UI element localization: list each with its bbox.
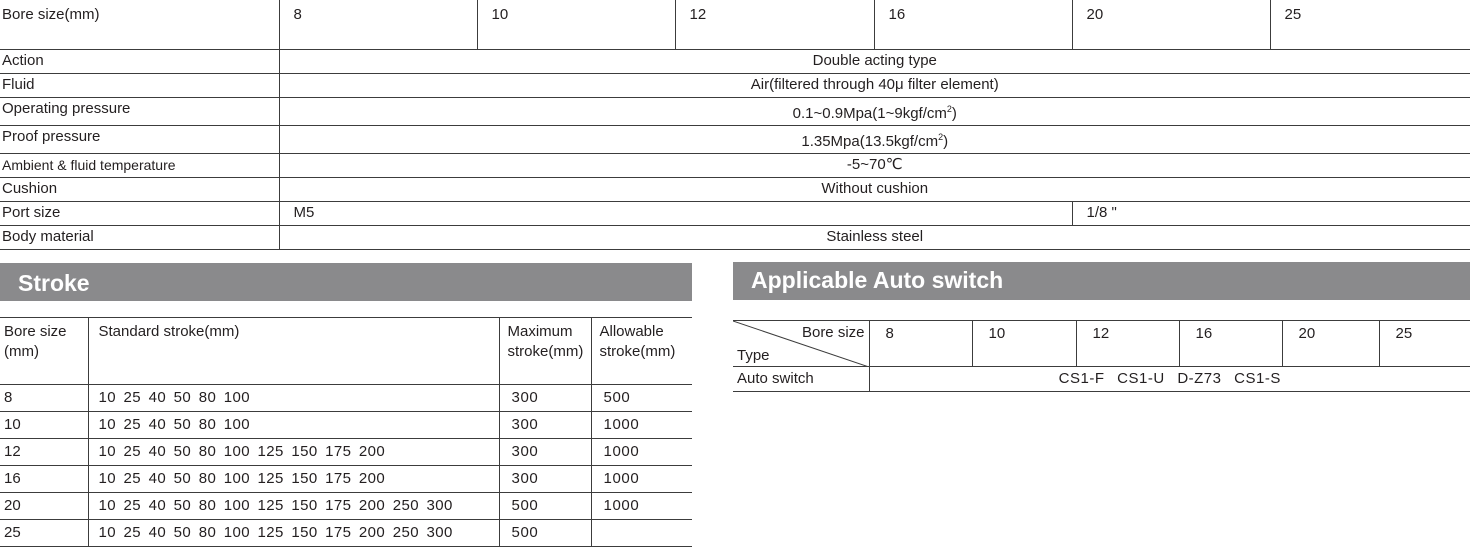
stroke-bore: 12	[0, 439, 88, 466]
specification-table	[0, 0, 1470, 250]
stroke-row	[0, 466, 692, 493]
auto-switch-row	[733, 367, 1470, 392]
spec-row-action	[0, 49, 1470, 73]
stroke-allowable	[591, 520, 692, 547]
action-value: Double acting type	[279, 49, 1470, 73]
proof-pressure-value	[279, 125, 1470, 153]
stroke-standard: 10 25 40 50 80 100 125 150 175 200	[88, 439, 499, 466]
spec-row-temperature	[0, 153, 1470, 177]
switch-bore-25: 25	[1379, 321, 1470, 367]
port-size-large-value: 1/8 "	[1072, 201, 1470, 225]
stroke-bore: 16	[0, 466, 88, 493]
operating-pressure-label: Operating pressure	[0, 97, 279, 125]
spec-row-proof-pressure	[0, 125, 1470, 153]
spec-row-operating-pressure	[0, 97, 1470, 125]
stroke-standard: 10 25 40 50 80 100 125 150 175 200 250 300	[88, 493, 499, 520]
temperature-value: -5~70℃	[279, 153, 1470, 177]
operating-pressure-tail: )	[951, 104, 957, 122]
stroke-bore: 25	[0, 520, 88, 547]
stroke-maximum: 500	[499, 493, 591, 520]
stroke-standard: 10 25 40 50 80 100	[88, 385, 499, 412]
spec-row-fluid	[0, 73, 1470, 97]
diagonal-corner-cell	[733, 321, 869, 367]
switch-bore-10: 10	[972, 321, 1076, 367]
stroke-row	[0, 412, 692, 439]
stroke-maximum: 300	[499, 385, 591, 412]
action-label: Action	[0, 49, 279, 73]
corner-bore-size-label: Bore size	[801, 324, 865, 341]
stroke-header-standard: Standard stroke(mm)	[88, 318, 499, 385]
switch-bore-20: 20	[1282, 321, 1379, 367]
stroke-allowable: 1000	[591, 493, 692, 520]
stroke-table	[0, 317, 692, 547]
switch-bore-8: 8	[869, 321, 972, 367]
fluid-value: Air(filtered through 40μ filter element)	[279, 73, 1470, 97]
spec-row-port-size	[0, 201, 1470, 225]
stroke-allowable: 500	[591, 385, 692, 412]
bore-size-label: Bore size(mm)	[0, 0, 279, 49]
stroke-header-bore: Bore size (mm)	[0, 318, 88, 385]
fluid-label: Fluid	[0, 73, 279, 97]
body-material-label: Body material	[0, 225, 279, 249]
bore-16: 16	[874, 0, 1072, 49]
temperature-label: Ambient & fluid temperature	[0, 153, 279, 177]
stroke-allowable: 1000	[591, 439, 692, 466]
stroke-bore: 8	[0, 385, 88, 412]
stroke-bore: 20	[0, 493, 88, 520]
auto-switch-label: Auto switch	[733, 367, 869, 392]
stroke-maximum: 500	[499, 520, 591, 547]
switch-bore-16: 16	[1179, 321, 1282, 367]
stroke-allowable: 1000	[591, 412, 692, 439]
stroke-header-maximum: Maximum stroke(mm)	[499, 318, 591, 385]
operating-pressure-exponent: 2	[946, 103, 952, 114]
bore-8: 8	[279, 0, 477, 49]
stroke-header-row	[0, 318, 692, 385]
bore-25: 25	[1270, 0, 1470, 49]
operating-pressure-value	[279, 97, 1470, 125]
stroke-standard: 10 25 40 50 80 100	[88, 412, 499, 439]
operating-pressure-text: 0.1~0.9Mpa(1~9kgf/cm	[792, 104, 947, 122]
stroke-row	[0, 385, 692, 412]
cushion-label: Cushion	[0, 177, 279, 201]
auto-switch-section-title: Applicable Auto switch	[733, 262, 1470, 300]
proof-pressure-tail: )	[943, 132, 949, 150]
bore-20: 20	[1072, 0, 1270, 49]
stroke-row	[0, 493, 692, 520]
bore-10: 10	[477, 0, 675, 49]
proof-pressure-label: Proof pressure	[0, 125, 279, 153]
port-size-label: Port size	[0, 201, 279, 225]
spec-row-body-material	[0, 225, 1470, 249]
stroke-header-allowable: Allowable stroke(mm)	[591, 318, 692, 385]
stroke-maximum: 300	[499, 439, 591, 466]
stroke-row	[0, 439, 692, 466]
port-size-small-value: M5	[279, 201, 1072, 225]
auto-switch-models: CS1-F CS1-U D-Z73 CS1-S	[869, 367, 1470, 392]
auto-switch-header-row	[733, 321, 1470, 367]
spec-header-row	[0, 0, 1470, 49]
stroke-bore: 10	[0, 412, 88, 439]
proof-pressure-text: 1.35Mpa(13.5kgf/cm	[801, 132, 939, 150]
stroke-maximum: 300	[499, 466, 591, 493]
stroke-standard: 10 25 40 50 80 100 125 150 175 200	[88, 466, 499, 493]
cushion-value: Without cushion	[279, 177, 1470, 201]
stroke-standard: 10 25 40 50 80 100 125 150 175 200 250 300	[88, 520, 499, 547]
stroke-row	[0, 520, 692, 547]
spec-row-cushion	[0, 177, 1470, 201]
stroke-allowable: 1000	[591, 466, 692, 493]
auto-switch-table	[733, 320, 1470, 392]
proof-pressure-exponent: 2	[938, 131, 944, 142]
switch-bore-12: 12	[1076, 321, 1179, 367]
bore-12: 12	[675, 0, 874, 49]
body-material-value: Stainless steel	[279, 225, 1470, 249]
stroke-maximum: 300	[499, 412, 591, 439]
stroke-section-title: Stroke	[0, 263, 692, 301]
corner-type-label: Type	[737, 347, 770, 364]
